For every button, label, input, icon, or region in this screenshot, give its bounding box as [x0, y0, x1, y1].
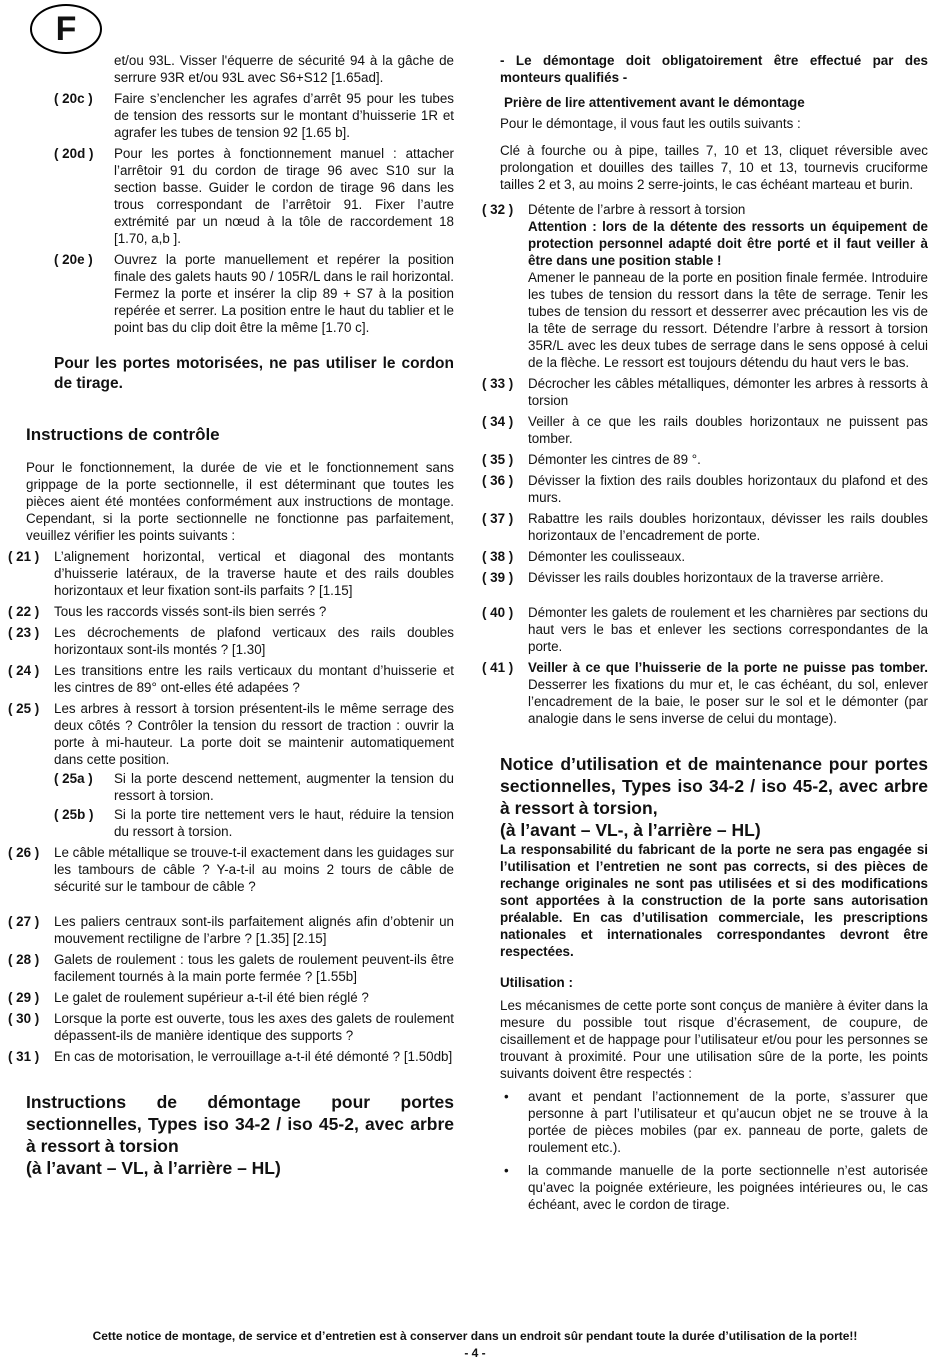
sub-text: Si la porte tire nettement vers le haut, réduire la tension du ressort à torsion.: [114, 807, 454, 839]
control-intro: Pour le fonctionnement, la durée de vie et le fonctionnement sans grippage de la porte sectionnelle, il est déterminant que toutes les pièces aient été montées conformément aux instructions de montage. Cependant, si la porte sectionnelle ne fonctionne pas parfaitement, veuillez vérifier les points suivants :: [26, 460, 454, 543]
step-text: Veiller à ce que les rails doubles horizontaux ne puissent pas tomber.: [528, 414, 928, 446]
step-text: Desserrer les fixations du mur et, le cas échéant, du sol, enlever l’encadrement de la baie, le poser sur le sol et le démonter (par analogie dans le sens inverse de celui du montage).: [528, 677, 928, 726]
motor-note: Pour les portes motorisées, ne pas utiliser le cordon de tirage.: [54, 355, 454, 392]
check-24: [8, 662, 454, 696]
step-number: ( 20e ): [54, 252, 93, 267]
check-28: [8, 951, 454, 985]
bullet-text: avant et pendant l’actionnement de la porte, s’assurer que personne à part l’utilisateur et qu’aucun objet ne se trouve à la portée de pièces mobiles (par ex. panneau de porte, galets de roulement etc.).: [528, 1089, 928, 1155]
check-text: Lorsque la porte est ouverte, tous les axes des galets de roulement dépassent-ils de manière identique des supports ?: [54, 1011, 454, 1043]
step-41: [482, 659, 928, 727]
step-text: Faire s’enclencher les agrafes d’arrêt 95 pour les tubes de tension des ressorts sur le montant d’huisserie 1R et agrafer les tubes de tension 92 [1.65 b].: [114, 91, 454, 140]
usage-title: Utilisation :: [500, 975, 573, 990]
step-34: [482, 413, 928, 447]
step-40: [482, 604, 928, 655]
tools-list: Clé à fourche ou à pipe, tailles 7, 10 et 13, cliquet réversible avec prolongation et douilles des tailles 7, 10 et 13, tournevis cruciforme tailles 2 et 3, au moins 2 serre-joints, le cas échéant marteau et burin.: [500, 143, 928, 192]
dismount-title: Instructions de démontage pour portes sectionnelles, Types iso 34-2 / iso 45-2, avec arbre à ressort à torsion: [26, 1092, 454, 1156]
qualified-warning: - Le démontage doit obligatoirement être effectué par des monteurs qualifiés -: [500, 53, 928, 85]
step-text: Décrocher les câbles métalliques, démonter les arbres à ressorts à torsion: [528, 376, 928, 408]
check-number: ( 23 ): [8, 625, 40, 640]
read-warning: Prière de lire attentivement avant le démontage: [504, 95, 805, 110]
check-25b: [54, 806, 454, 840]
step-text: Ouvrez la porte manuellement et repérer la position finale des galets hauts 90 / 105R/L dans le rail horizontal. Fermez la porte et insérer la clip 89 + S7 à la position repérée et serrer. La position entre le haut du tablier et le point bas du clip doit être la même [1.70 c].: [114, 252, 454, 335]
check-29: [8, 989, 454, 1006]
sub-number: ( 25a ): [54, 771, 93, 786]
responsibility-note: La responsabilité du fabricant de la porte ne sera pas engagée si l’utilisation et l’entretien ne sont pas corrects, si des pièces de rechange originales ne sont pas utilisées et si des modifications sont apportées à la construction de la porte sans autorisation préalable. En cas d’utilisation commerciale, les prescriptions nationales et internationales correspondantes devront être respectées.: [500, 842, 928, 959]
check-number: ( 24 ): [8, 663, 40, 678]
footer-note: Cette notice de montage, de service et d’entretien est à conserver dans un endroit sûr pendant toute la durée d’utilisation de la porte!!: [92, 1329, 858, 1343]
check-text: Galets de roulement : tous les galets de roulement peuvent-ils être facilement tournés à la main porte fermée ? [1.55b]: [54, 952, 454, 984]
sub-number: ( 25b ): [54, 807, 94, 822]
usage-text: Les mécanismes de cette porte sont conçus de manière à éviter dans la mesure du possible tout risque d’écrasement, de coupure, de cisaillement et de happage pour l’utilisateur et/ou pour les personnes se trouvant à proximité. Pour une utilisation sûre de la porte, les points suivants doivent être respectés :: [500, 998, 928, 1081]
step-text: Démonter les cintres de 89 °.: [528, 452, 701, 467]
check-text: En cas de motorisation, le verrouillage a-t-il été démonté ? [1.50db]: [54, 1049, 453, 1064]
check-22: [8, 603, 454, 620]
bullet-icon: •: [504, 1089, 509, 1104]
step-text: Dévisser la fixtion des rails doubles horizontaux du plafond et des murs.: [528, 473, 928, 505]
check-26: [8, 844, 454, 895]
step-number: ( 20d ): [54, 146, 94, 161]
step-number: ( 37 ): [482, 511, 514, 526]
notice-title: Notice d’utilisation et de maintenance pour portes sectionnelles, Types iso 34-2 / iso 45-2, avec arbre à ressort à torsion,: [500, 754, 928, 818]
check-text: Le galet de roulement supérieur a-t-il été bien réglé ?: [54, 990, 369, 1005]
step-36: [482, 472, 928, 506]
step-text: Dévisser les rails doubles horizontaux de la traverse arrière.: [528, 570, 884, 585]
step-20d: [8, 145, 454, 247]
check-number: ( 30 ): [8, 1011, 40, 1026]
step-number: ( 41 ): [482, 660, 514, 675]
step-warning: Attention : lors de la détente des ressorts un équipement de protection personnel adapté doit être porté et il faut veiller à être dans une position stable !: [528, 219, 928, 268]
check-number: ( 25 ): [8, 701, 40, 716]
check-text: Les paliers centraux sont-ils parfaitement alignés afin d’obtenir un mouvement rectiligne de l’arbre ? [1.35] [2.15]: [54, 914, 454, 946]
check-text: L’alignement horizontal, vertical et diagonal des montants d’huisserie latéraux, de la traverse haute et des rails doubles horizontaux et leur fixation sont-ils parfaits ? [1.15]: [54, 549, 454, 598]
step-text: Amener le panneau de la porte en position finale fermée. Introduire les tubes de tension du ressort dans la tête de serrage. Tenir les tubes de tension du ressort et desserrer avec précaution les vis de la tête de serrage du ressort. Détendre l’arbre à ressort à torsion 35R/L avec les deux tubes de serrage dans le sens opposé à celui de la flèche. Le ressort est toujours détendu du haut vers le bas.: [528, 270, 928, 370]
step-38: [482, 548, 928, 565]
dismount-subtitle: (à l’avant – VL, à l’arrière – HL): [26, 1158, 281, 1178]
check-31: [8, 1048, 454, 1065]
left-column: [8, 52, 454, 1179]
sub-text: Si la porte descend nettement, augmenter la tension du ressort à torsion.: [114, 771, 454, 803]
step-number: ( 33 ): [482, 376, 514, 391]
usage-bullet-1: [482, 1088, 928, 1156]
check-text: Le câble métallique se trouve-t-il exactement dans les guidages sur les tambours de câble ? Y-a-t-il au moins 2 tours de câble de sécurité sur le tambour de câble ?: [54, 845, 454, 894]
notice-subtitle: (à l’avant – VL-, à l’arrière – HL): [500, 820, 761, 840]
check-number: ( 31 ): [8, 1049, 40, 1064]
step-20e: [8, 251, 454, 336]
step-text: Démonter les coulisseaux.: [528, 549, 686, 564]
step-text: Démonter les galets de roulement et les charnières par sections du haut vers le bas et enlever les sections correspondantes de la porte.: [528, 605, 928, 654]
check-number: ( 21 ): [8, 549, 40, 564]
step-20b-continuation: et/ou 93L. Visser l'équerre de sécurité 94 à la gâche de serrure 93R et/ou 93L avec S6+S12 [1.65ad].: [114, 53, 454, 85]
check-21: [8, 548, 454, 599]
usage-bullet-2: [482, 1162, 928, 1213]
step-33: [482, 375, 928, 409]
right-column: [482, 52, 928, 1217]
step-text: Rabattre les rails doubles horizontaux, dévisser les rails doubles horizontaux de l’encadrement de porte.: [528, 511, 928, 543]
step-number: ( 36 ): [482, 473, 514, 488]
check-number: ( 26 ): [8, 845, 40, 860]
step-number: ( 38 ): [482, 549, 514, 564]
step-number: ( 34 ): [482, 414, 514, 429]
language-code: F: [55, 9, 77, 48]
check-number: ( 28 ): [8, 952, 40, 967]
control-title: Instructions de contrôle: [26, 425, 220, 444]
bullet-icon: •: [504, 1163, 509, 1178]
step-20c: [8, 90, 454, 141]
step-37: [482, 510, 928, 544]
check-25: [8, 700, 454, 840]
check-text: Les décrochements de plafond verticaux des rails doubles horizontaux sont-ils montés ? [1.30]: [54, 625, 454, 657]
check-text: Tous les raccords vissés sont-ils bien serrés ?: [54, 604, 327, 619]
check-30: [8, 1010, 454, 1044]
bullet-text: la commande manuelle de la porte sectionnelle n’est autorisée qu’avec la poignée extérieure, les poignées intérieures ou, le cas échéant, avec le cordon de tirage.: [528, 1163, 928, 1212]
check-25a: [54, 770, 454, 804]
check-27: [8, 913, 454, 947]
step-number: ( 20c ): [54, 91, 93, 106]
step-number: ( 39 ): [482, 570, 514, 585]
check-number: ( 29 ): [8, 990, 40, 1005]
step-number: ( 40 ): [482, 605, 514, 620]
step-39: [482, 569, 928, 586]
check-number: ( 27 ): [8, 914, 40, 929]
step-text: Pour les portes à fonctionnement manuel : attacher l’arrêtoir 91 du cordon de tirage 96 avec S10 sur la section basse. Guider le cordon de tirage 96 dans les trous correspondant de l’arrêtoir 91. Fixer l’autre extrémité par un nœud à la tôle de raccordement 18 [1.70, a,b ].: [114, 146, 454, 246]
step-35: [482, 451, 928, 468]
step-warning: Veiller à ce que l’huisserie de la porte ne puisse pas tomber.: [528, 660, 928, 675]
check-text: Les transitions entre les rails verticaux du montant d’huisserie et les cintres de 89° ont-elles été adapées ?: [54, 663, 454, 695]
step-32: [482, 201, 928, 371]
check-number: ( 22 ): [8, 604, 40, 619]
check-text: Les arbres à ressort à torsion présentent-ils le même serrage des deux côtés ? Contrôler la tension du ressort de traction : ouvrir la porte à mi-hauteur. La porte doit se maintenir automatiquement dans cette position.: [54, 701, 454, 767]
page-number: - 4 -: [464, 1346, 486, 1360]
step-number: ( 35 ): [482, 452, 514, 467]
check-23: [8, 624, 454, 658]
step-number: ( 32 ): [482, 202, 514, 217]
tools-intro: Pour le démontage, il vous faut les outils suivants :: [500, 116, 801, 131]
language-badge: [30, 4, 102, 54]
step-title: Détente de l’arbre à ressort à torsion: [528, 202, 746, 217]
